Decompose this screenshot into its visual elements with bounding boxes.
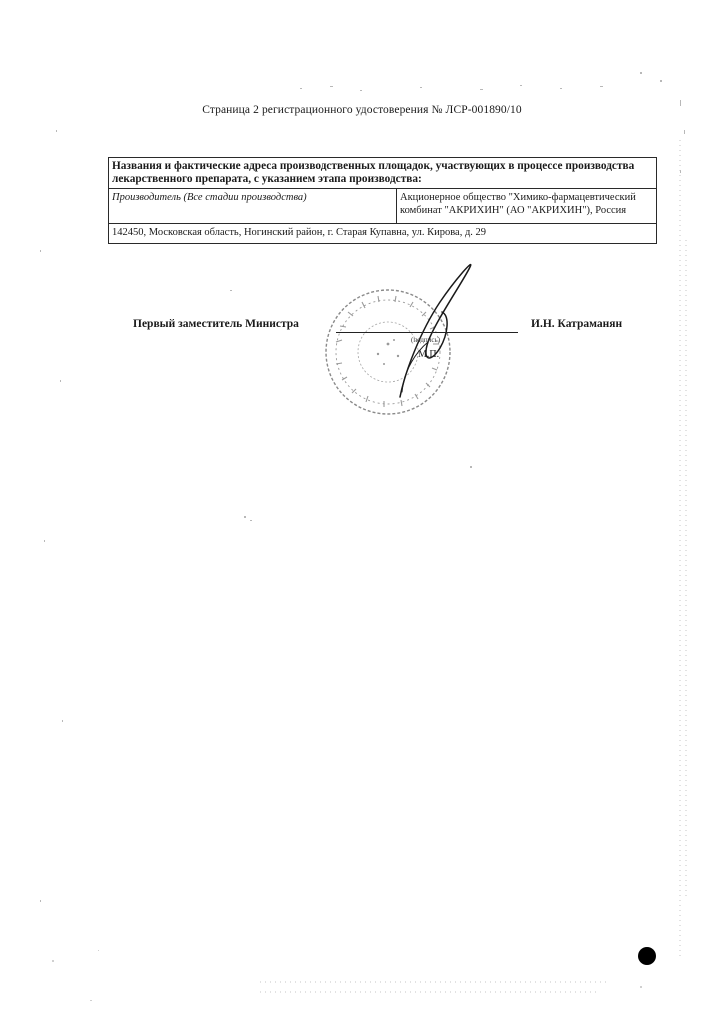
manufacturer-role: Производитель (Все стадии производства) (109, 189, 397, 224)
black-circle-mark (637, 946, 657, 966)
signature-line (336, 332, 518, 333)
signature-row (0, 318, 724, 338)
signatory-title: Первый заместитель Министра (133, 318, 299, 330)
table-heading-row (109, 158, 657, 189)
manufacturer-address: 142450, Московская область, Ногинский район, г. Старая Купавна, ул. Кирова, д. 29 (109, 224, 657, 244)
production-sites-table (108, 157, 657, 244)
page-header: Страница 2 регистрационного удостоверения № ЛСР-001890/10 (202, 104, 522, 116)
manufacturer-company: Акционерное общество "Химико-фармацевтический комбинат "АКРИХИН" (АО "АКРИХИН"), Россия (397, 189, 657, 224)
seal-place-mark: М.П. (418, 349, 440, 360)
table-row (109, 189, 657, 224)
table-row (109, 224, 657, 244)
table-heading: Названия и фактические адреса производственных площадок, участвующих в процессе производства лекарственного препарата, с указанием этапа производства: (109, 158, 657, 189)
signature-caption: (подпись) (411, 336, 441, 344)
signatory-name: И.Н. Катраманян (531, 318, 623, 330)
